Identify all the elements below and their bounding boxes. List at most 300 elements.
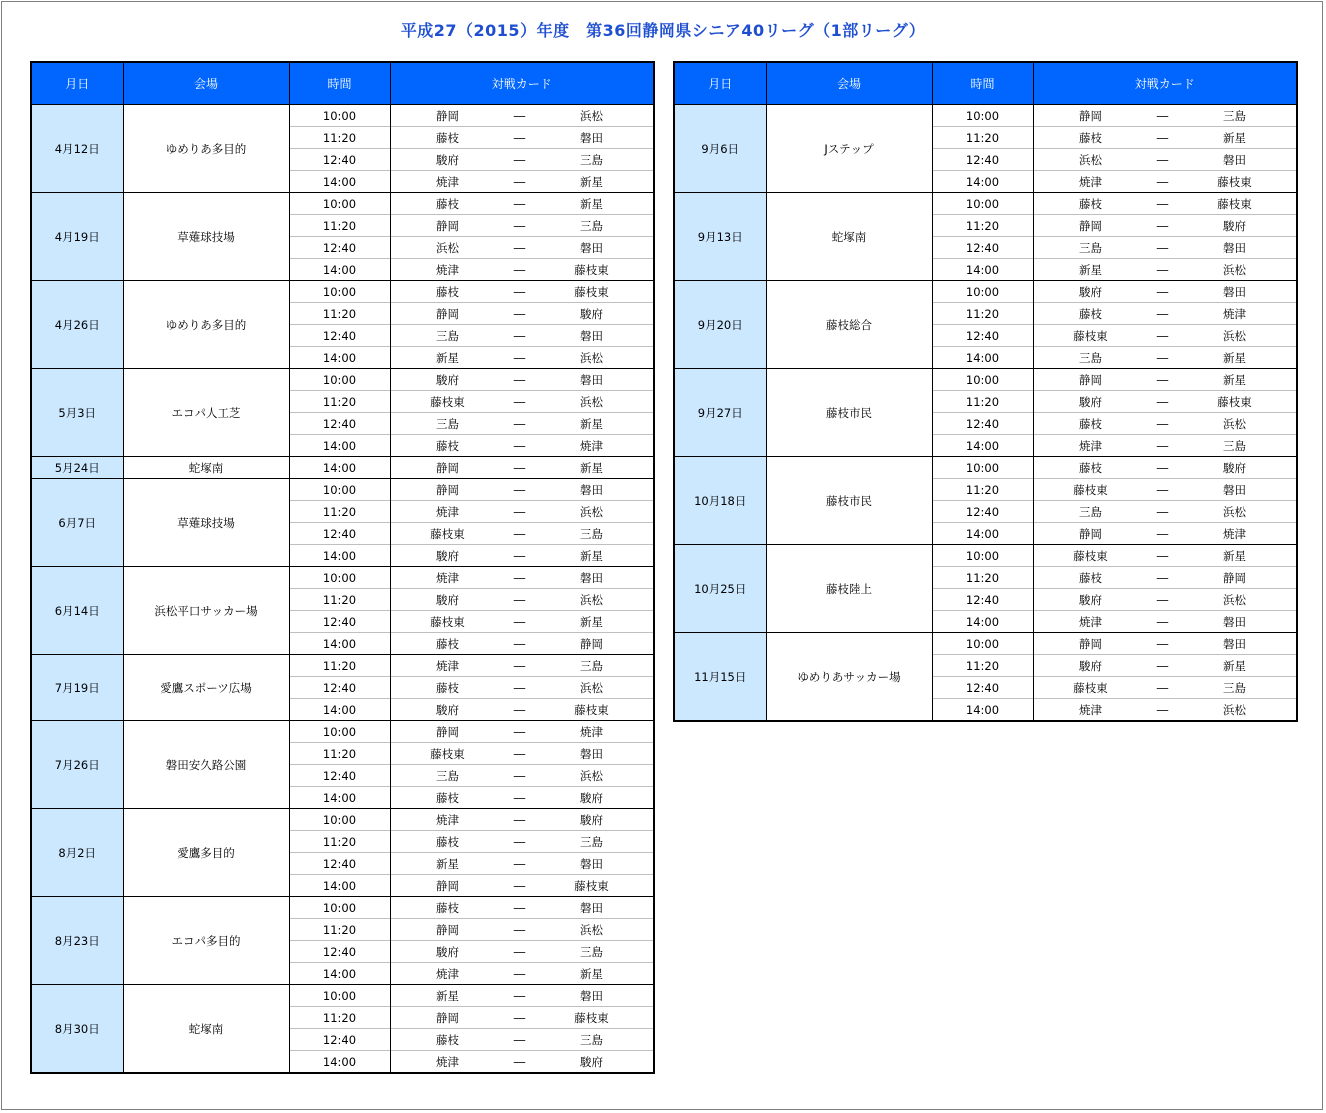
- home-team: 静岡: [1079, 526, 1102, 541]
- match-card: [1033, 193, 1297, 215]
- match-time: 11:20: [289, 1007, 390, 1029]
- match-time: 12:40: [932, 677, 1033, 699]
- match-card-content: [1034, 611, 1297, 632]
- match-card-content: [1034, 589, 1297, 610]
- away-team: 駿府: [580, 790, 603, 805]
- home-team: 新星: [436, 350, 459, 365]
- away-team: 磐田: [1223, 240, 1246, 255]
- match-card: [390, 369, 654, 391]
- versus-dash: ―: [1156, 240, 1169, 255]
- match-time: 12:40: [289, 677, 390, 699]
- home-team: 新星: [436, 988, 459, 1003]
- away-team: 新星: [1223, 548, 1246, 563]
- home-team: 藤枝: [436, 196, 459, 211]
- match-card-content: [1034, 259, 1297, 280]
- match-card-content: [1034, 545, 1297, 566]
- versus-dash: ―: [513, 526, 526, 541]
- table-row: [31, 281, 654, 303]
- away-team: 磐田: [580, 900, 603, 915]
- versus-dash: ―: [1156, 152, 1169, 167]
- away-team: 三島: [580, 1032, 603, 1047]
- versus-dash: ―: [513, 240, 526, 255]
- table-row: [31, 721, 654, 743]
- header-match: 対戦カード: [390, 62, 654, 105]
- match-card-content: [391, 809, 654, 830]
- match-card-content: [1034, 171, 1297, 192]
- versus-dash: ―: [513, 658, 526, 673]
- away-team: 新星: [1223, 658, 1246, 673]
- versus-dash: ―: [1156, 372, 1169, 387]
- home-team: 駿府: [1079, 592, 1102, 607]
- match-time: 12:40: [289, 765, 390, 787]
- match-time: 11:20: [932, 567, 1033, 589]
- home-team: 静岡: [436, 460, 459, 475]
- away-team: 駿府: [580, 1054, 603, 1069]
- match-card: [390, 479, 654, 501]
- match-card: [390, 413, 654, 435]
- table-row: [31, 457, 654, 479]
- versus-dash: ―: [513, 856, 526, 871]
- match-time: 12:40: [932, 589, 1033, 611]
- match-time: 12:40: [289, 325, 390, 347]
- match-time: 12:40: [289, 523, 390, 545]
- match-time: 12:40: [289, 941, 390, 963]
- away-team: 磐田: [1223, 482, 1246, 497]
- versus-dash: ―: [513, 746, 526, 761]
- match-card: [390, 985, 654, 1007]
- away-team: 磐田: [580, 856, 603, 871]
- match-venue: 蛇塚南: [123, 457, 289, 479]
- versus-dash: ―: [1156, 482, 1169, 497]
- home-team: 藤枝: [1079, 570, 1102, 585]
- match-card-content: [391, 413, 654, 434]
- match-card: [1033, 523, 1297, 545]
- match-card-content: [391, 1007, 654, 1028]
- match-date: 11月15日: [674, 633, 766, 722]
- match-card: [390, 787, 654, 809]
- table-row: [31, 369, 654, 391]
- away-team: 磐田: [580, 482, 603, 497]
- home-team: 藤枝東: [1073, 548, 1108, 563]
- versus-dash: ―: [513, 812, 526, 827]
- match-card: [390, 545, 654, 567]
- match-card-content: [391, 171, 654, 192]
- home-team: 焼津: [436, 1054, 459, 1069]
- header-row: [31, 62, 654, 105]
- versus-dash: ―: [513, 1054, 526, 1069]
- away-team: 新星: [580, 416, 603, 431]
- away-team: 藤枝東: [1217, 174, 1252, 189]
- versus-dash: ―: [1156, 636, 1169, 651]
- home-team: 焼津: [436, 570, 459, 585]
- table-row: [31, 105, 654, 127]
- match-venue: 浜松平口サッカー場: [123, 567, 289, 655]
- match-venue: 藤枝市民: [766, 369, 932, 457]
- versus-dash: ―: [513, 724, 526, 739]
- away-team: 三島: [580, 526, 603, 541]
- home-team: 三島: [1079, 504, 1102, 519]
- away-team: 藤枝東: [574, 1010, 609, 1025]
- match-time: 11:20: [289, 127, 390, 149]
- match-card: [1033, 391, 1297, 413]
- versus-dash: ―: [513, 592, 526, 607]
- home-team: 三島: [1079, 240, 1102, 255]
- match-card: [1033, 347, 1297, 369]
- match-card: [390, 281, 654, 303]
- versus-dash: ―: [513, 350, 526, 365]
- away-team: 新星: [580, 460, 603, 475]
- table-row: [31, 655, 654, 677]
- match-time: 11:20: [932, 303, 1033, 325]
- match-time: 14:00: [289, 787, 390, 809]
- away-team: 浜松: [580, 108, 603, 123]
- match-card-content: [391, 545, 654, 566]
- versus-dash: ―: [1156, 680, 1169, 695]
- versus-dash: ―: [513, 284, 526, 299]
- versus-dash: ―: [1156, 548, 1169, 563]
- table-row: [31, 567, 654, 589]
- versus-dash: ―: [1156, 460, 1169, 475]
- match-date: 6月14日: [31, 567, 123, 655]
- home-team: 静岡: [1079, 636, 1102, 651]
- home-team: 藤枝: [436, 130, 459, 145]
- away-team: 浜松: [580, 592, 603, 607]
- away-team: 浜松: [580, 768, 603, 783]
- versus-dash: ―: [1156, 504, 1169, 519]
- match-card-content: [1034, 699, 1297, 720]
- schedule-table-right: [673, 61, 1298, 722]
- match-card: [390, 655, 654, 677]
- match-time: 11:20: [289, 391, 390, 413]
- match-venue: 草薙球技場: [123, 193, 289, 281]
- match-card-content: [391, 721, 654, 742]
- versus-dash: ―: [1156, 306, 1169, 321]
- away-team: 三島: [1223, 108, 1246, 123]
- home-team: 三島: [436, 768, 459, 783]
- match-card: [390, 831, 654, 853]
- away-team: 新星: [580, 548, 603, 563]
- match-time: 10:00: [289, 193, 390, 215]
- match-time: 14:00: [932, 347, 1033, 369]
- home-team: 藤枝: [436, 680, 459, 695]
- match-card: [1033, 413, 1297, 435]
- home-team: 三島: [1079, 350, 1102, 365]
- versus-dash: ―: [513, 878, 526, 893]
- away-team: 磐田: [580, 746, 603, 761]
- home-team: 焼津: [1079, 438, 1102, 453]
- header-venue: 会場: [766, 62, 932, 105]
- match-time: 14:00: [932, 699, 1033, 722]
- away-team: 磐田: [580, 240, 603, 255]
- versus-dash: ―: [513, 922, 526, 937]
- away-team: 浜松: [580, 922, 603, 937]
- home-team: 藤枝東: [1073, 328, 1108, 343]
- versus-dash: ―: [1156, 416, 1169, 431]
- versus-dash: ―: [1156, 702, 1169, 717]
- match-time: 12:40: [932, 325, 1033, 347]
- match-card-content: [1034, 237, 1297, 258]
- home-team: 静岡: [1079, 372, 1102, 387]
- match-card-content: [391, 259, 654, 280]
- versus-dash: ―: [513, 394, 526, 409]
- home-team: 静岡: [1079, 218, 1102, 233]
- match-card-content: [1034, 281, 1297, 302]
- match-date: 4月19日: [31, 193, 123, 281]
- home-team: 藤枝: [436, 636, 459, 651]
- table-row: [674, 633, 1297, 655]
- versus-dash: ―: [1156, 614, 1169, 629]
- table-row: [674, 545, 1297, 567]
- match-card: [390, 237, 654, 259]
- versus-dash: ―: [513, 768, 526, 783]
- table-row: [674, 193, 1297, 215]
- match-card: [1033, 699, 1297, 722]
- match-card: [1033, 281, 1297, 303]
- match-date: 5月24日: [31, 457, 123, 479]
- match-time: 10:00: [289, 479, 390, 501]
- away-team: 焼津: [580, 724, 603, 739]
- match-card: [390, 435, 654, 457]
- match-card-content: [391, 655, 654, 676]
- match-card-content: [1034, 633, 1297, 654]
- away-team: 駿府: [580, 812, 603, 827]
- match-card: [390, 325, 654, 347]
- match-venue: 磐田安久路公園: [123, 721, 289, 809]
- home-team: 静岡: [436, 724, 459, 739]
- versus-dash: ―: [1156, 438, 1169, 453]
- match-card-content: [391, 699, 654, 720]
- away-team: 磐田: [580, 988, 603, 1003]
- match-time: 14:00: [289, 457, 390, 479]
- match-card: [390, 721, 654, 743]
- match-card: [390, 1029, 654, 1051]
- match-time: 10:00: [932, 457, 1033, 479]
- away-team: 藤枝東: [574, 702, 609, 717]
- away-team: 三島: [580, 944, 603, 959]
- versus-dash: ―: [513, 328, 526, 343]
- home-team: 藤枝東: [430, 746, 465, 761]
- match-time: 12:40: [932, 237, 1033, 259]
- match-card: [1033, 633, 1297, 655]
- match-card: [390, 765, 654, 787]
- match-card: [1033, 545, 1297, 567]
- match-card-content: [391, 567, 654, 588]
- home-team: 焼津: [436, 658, 459, 673]
- match-time: 11:20: [289, 215, 390, 237]
- away-team: 静岡: [1223, 570, 1246, 585]
- home-team: 駿府: [1079, 658, 1102, 673]
- page-title: 平成27（2015）年度 第36回静岡県シニア40リーグ（1部リーグ）: [400, 21, 926, 40]
- home-team: 駿府: [436, 548, 459, 563]
- match-card-content: [1034, 457, 1297, 478]
- home-team: 三島: [436, 416, 459, 431]
- versus-dash: ―: [1156, 570, 1169, 585]
- match-venue: ゆめりあ多目的: [123, 105, 289, 193]
- match-time: 12:40: [932, 149, 1033, 171]
- match-time: 11:20: [289, 743, 390, 765]
- match-time: 12:40: [289, 237, 390, 259]
- table-row: [674, 457, 1297, 479]
- versus-dash: ―: [513, 482, 526, 497]
- versus-dash: ―: [1156, 328, 1169, 343]
- away-team: 三島: [580, 218, 603, 233]
- header-match: 対戦カード: [1033, 62, 1297, 105]
- match-card: [390, 699, 654, 721]
- home-team: 藤枝: [1079, 460, 1102, 475]
- match-card: [390, 875, 654, 897]
- home-team: 駿府: [1079, 394, 1102, 409]
- away-team: 焼津: [580, 438, 603, 453]
- away-team: 磐田: [1223, 614, 1246, 629]
- versus-dash: ―: [1156, 262, 1169, 277]
- table-row: [674, 105, 1297, 127]
- home-team: 静岡: [436, 108, 459, 123]
- match-card-content: [391, 853, 654, 874]
- away-team: 浜松: [1223, 328, 1246, 343]
- away-team: 藤枝東: [1217, 394, 1252, 409]
- home-team: 新星: [1079, 262, 1102, 277]
- match-venue: 愛鷹多目的: [123, 809, 289, 897]
- match-time: 10:00: [289, 281, 390, 303]
- match-card: [390, 259, 654, 281]
- away-team: 磐田: [580, 328, 603, 343]
- versus-dash: ―: [513, 570, 526, 585]
- versus-dash: ―: [1156, 284, 1169, 299]
- match-card: [390, 127, 654, 149]
- versus-dash: ―: [513, 1032, 526, 1047]
- match-card-content: [391, 589, 654, 610]
- match-card: [390, 743, 654, 765]
- match-time: 12:40: [289, 1029, 390, 1051]
- match-time: 11:20: [932, 127, 1033, 149]
- table-row: [674, 281, 1297, 303]
- home-team: 藤枝: [1079, 416, 1102, 431]
- match-time: 14:00: [932, 611, 1033, 633]
- match-date: 9月13日: [674, 193, 766, 281]
- match-time: 14:00: [289, 699, 390, 721]
- versus-dash: ―: [513, 174, 526, 189]
- match-card: [390, 347, 654, 369]
- away-team: 浜松: [580, 394, 603, 409]
- match-card: [1033, 677, 1297, 699]
- match-time: 10:00: [289, 985, 390, 1007]
- match-card-content: [1034, 567, 1297, 588]
- match-time: 10:00: [289, 721, 390, 743]
- match-time: 12:40: [289, 853, 390, 875]
- versus-dash: ―: [1156, 526, 1169, 541]
- match-card: [390, 941, 654, 963]
- header-venue: 会場: [123, 62, 289, 105]
- match-card: [390, 1051, 654, 1074]
- versus-dash: ―: [513, 548, 526, 563]
- versus-dash: ―: [513, 306, 526, 321]
- home-team: 藤枝東: [430, 526, 465, 541]
- away-team: 藤枝東: [574, 284, 609, 299]
- match-time: 14:00: [289, 545, 390, 567]
- match-time: 10:00: [932, 633, 1033, 655]
- match-time: 11:20: [932, 655, 1033, 677]
- versus-dash: ―: [513, 196, 526, 211]
- match-card-content: [1034, 215, 1297, 236]
- match-venue: 蛇塚南: [123, 985, 289, 1074]
- match-card-content: [391, 963, 654, 984]
- versus-dash: ―: [513, 988, 526, 1003]
- versus-dash: ―: [513, 790, 526, 805]
- home-team: 焼津: [436, 174, 459, 189]
- match-date: 10月25日: [674, 545, 766, 633]
- match-card: [390, 391, 654, 413]
- versus-dash: ―: [513, 152, 526, 167]
- table-row: [31, 897, 654, 919]
- match-card-content: [391, 765, 654, 786]
- table-row: [31, 809, 654, 831]
- home-team: 焼津: [436, 966, 459, 981]
- versus-dash: ―: [1156, 394, 1169, 409]
- match-card: [1033, 215, 1297, 237]
- match-card-content: [391, 831, 654, 852]
- match-time: 14:00: [932, 435, 1033, 457]
- match-venue: ゆめりあ多目的: [123, 281, 289, 369]
- match-card-content: [391, 743, 654, 764]
- match-time: 12:40: [932, 501, 1033, 523]
- away-team: 三島: [580, 834, 603, 849]
- away-team: 浜松: [1223, 416, 1246, 431]
- match-card: [1033, 589, 1297, 611]
- home-team: 静岡: [436, 482, 459, 497]
- match-card: [390, 853, 654, 875]
- match-time: 14:00: [932, 171, 1033, 193]
- home-team: 藤枝: [1079, 306, 1102, 321]
- match-card-content: [391, 237, 654, 258]
- away-team: 浜松: [580, 504, 603, 519]
- match-card-content: [391, 369, 654, 390]
- match-card-content: [391, 347, 654, 368]
- away-team: 新星: [1223, 372, 1246, 387]
- match-date: 4月12日: [31, 105, 123, 193]
- match-card-content: [391, 897, 654, 918]
- away-team: 新星: [580, 614, 603, 629]
- match-time: 14:00: [289, 435, 390, 457]
- versus-dash: ―: [1156, 350, 1169, 365]
- versus-dash: ―: [513, 262, 526, 277]
- match-card-content: [1034, 105, 1297, 126]
- match-card-content: [1034, 523, 1297, 544]
- match-card-content: [1034, 347, 1297, 368]
- match-card: [390, 523, 654, 545]
- home-team: 静岡: [436, 878, 459, 893]
- match-card: [390, 171, 654, 193]
- away-team: 駿府: [1223, 460, 1246, 475]
- match-card-content: [1034, 149, 1297, 170]
- match-date: 4月26日: [31, 281, 123, 369]
- away-team: 藤枝東: [574, 878, 609, 893]
- match-card-content: [1034, 655, 1297, 676]
- match-card: [390, 501, 654, 523]
- versus-dash: ―: [513, 218, 526, 233]
- away-team: 磐田: [1223, 284, 1246, 299]
- away-team: 磐田: [1223, 636, 1246, 651]
- versus-dash: ―: [1156, 174, 1169, 189]
- table-row: [31, 479, 654, 501]
- match-time: 10:00: [932, 281, 1033, 303]
- match-card: [1033, 127, 1297, 149]
- match-date: 9月6日: [674, 105, 766, 193]
- match-card-content: [1034, 193, 1297, 214]
- match-card-content: [391, 479, 654, 500]
- match-time: 10:00: [289, 897, 390, 919]
- match-time: 14:00: [289, 259, 390, 281]
- schedule-table-left: [30, 61, 655, 1074]
